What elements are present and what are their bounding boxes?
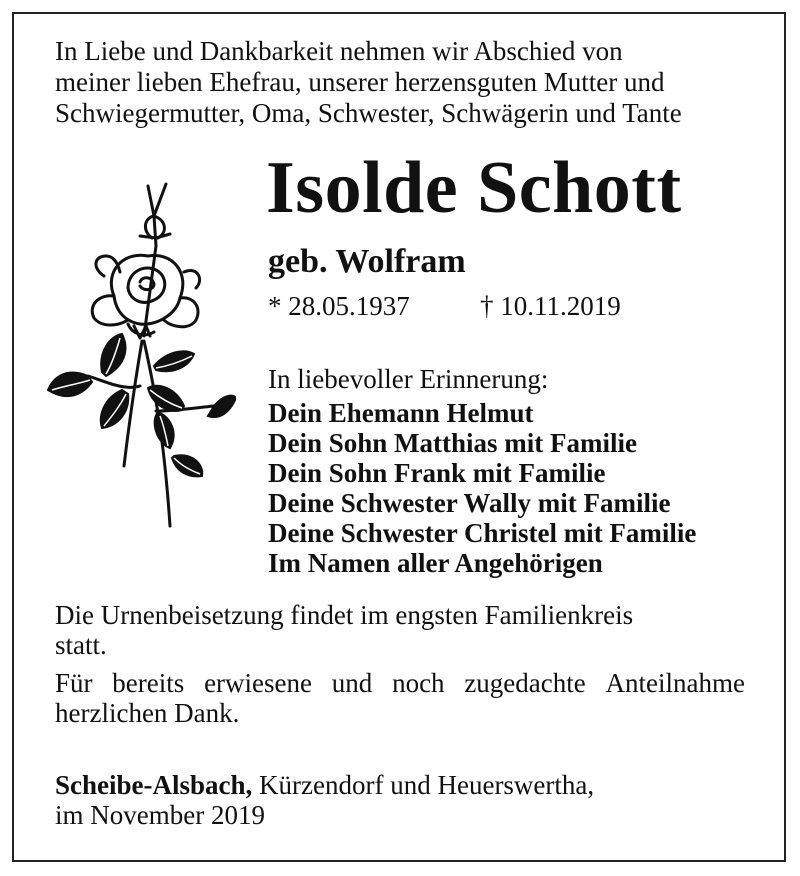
thanks-word: Für: [55, 668, 93, 698]
life-dates: [268, 290, 621, 322]
thanks-word: zugedachte: [464, 668, 586, 698]
signature-place-bold: Scheibe-Alsbach,: [55, 770, 253, 800]
signature-place-rest: Kürzendorf und Heuerswertha,: [252, 770, 595, 800]
mourners-list: [268, 398, 696, 578]
intro-text: [55, 36, 755, 129]
death-date: † 10.11.2019: [480, 291, 621, 321]
burial-notice: [55, 600, 755, 660]
deceased-name: Isolde Schott: [266, 147, 682, 229]
thanks-line: [55, 668, 745, 698]
mourner-line: Deine Schwester Wally mit Familie: [268, 488, 671, 518]
maiden-name: geb. Wolfram: [268, 243, 466, 280]
intro-line: Schwiegermutter, Oma, Schwester, Schwägerin und Tante: [55, 98, 682, 128]
thanks-word: bereits: [112, 668, 185, 698]
mourner-line: Dein Sohn Matthias mit Familie: [268, 428, 637, 458]
intro-line: meiner lieben Ehefrau, unserer herzensguten Mutter und: [55, 67, 665, 97]
mourner-line: Im Namen aller Angehörigen: [268, 548, 603, 578]
burial-line: statt.: [55, 630, 107, 660]
thanks-line: herzlichen Dank.: [55, 698, 240, 728]
rose-icon: [44, 176, 236, 536]
signature-place: [55, 770, 594, 800]
remembrance-heading: In liebevoller Erinnerung:: [268, 364, 549, 394]
mourner-line: Dein Ehemann Helmut: [268, 398, 534, 428]
thanks-word: und: [331, 668, 373, 698]
thanks-word: erwiesene: [204, 668, 312, 698]
signature: [55, 770, 594, 830]
mourner-line: Dein Sohn Frank mit Familie: [268, 458, 606, 488]
thanks-notice: [55, 668, 755, 728]
birth-date: * 28.05.1937: [268, 291, 410, 321]
mourner-line: Deine Schwester Christel mit Familie: [268, 518, 697, 548]
thanks-word: Anteilnahme: [605, 668, 745, 698]
signature-date: im November 2019: [55, 800, 265, 830]
burial-line: Die Urnenbeisetzung findet im engsten Familienkreis: [55, 600, 634, 630]
thanks-word: noch: [392, 668, 445, 698]
intro-line: In Liebe und Dankbarkeit nehmen wir Abschied von: [55, 36, 623, 66]
